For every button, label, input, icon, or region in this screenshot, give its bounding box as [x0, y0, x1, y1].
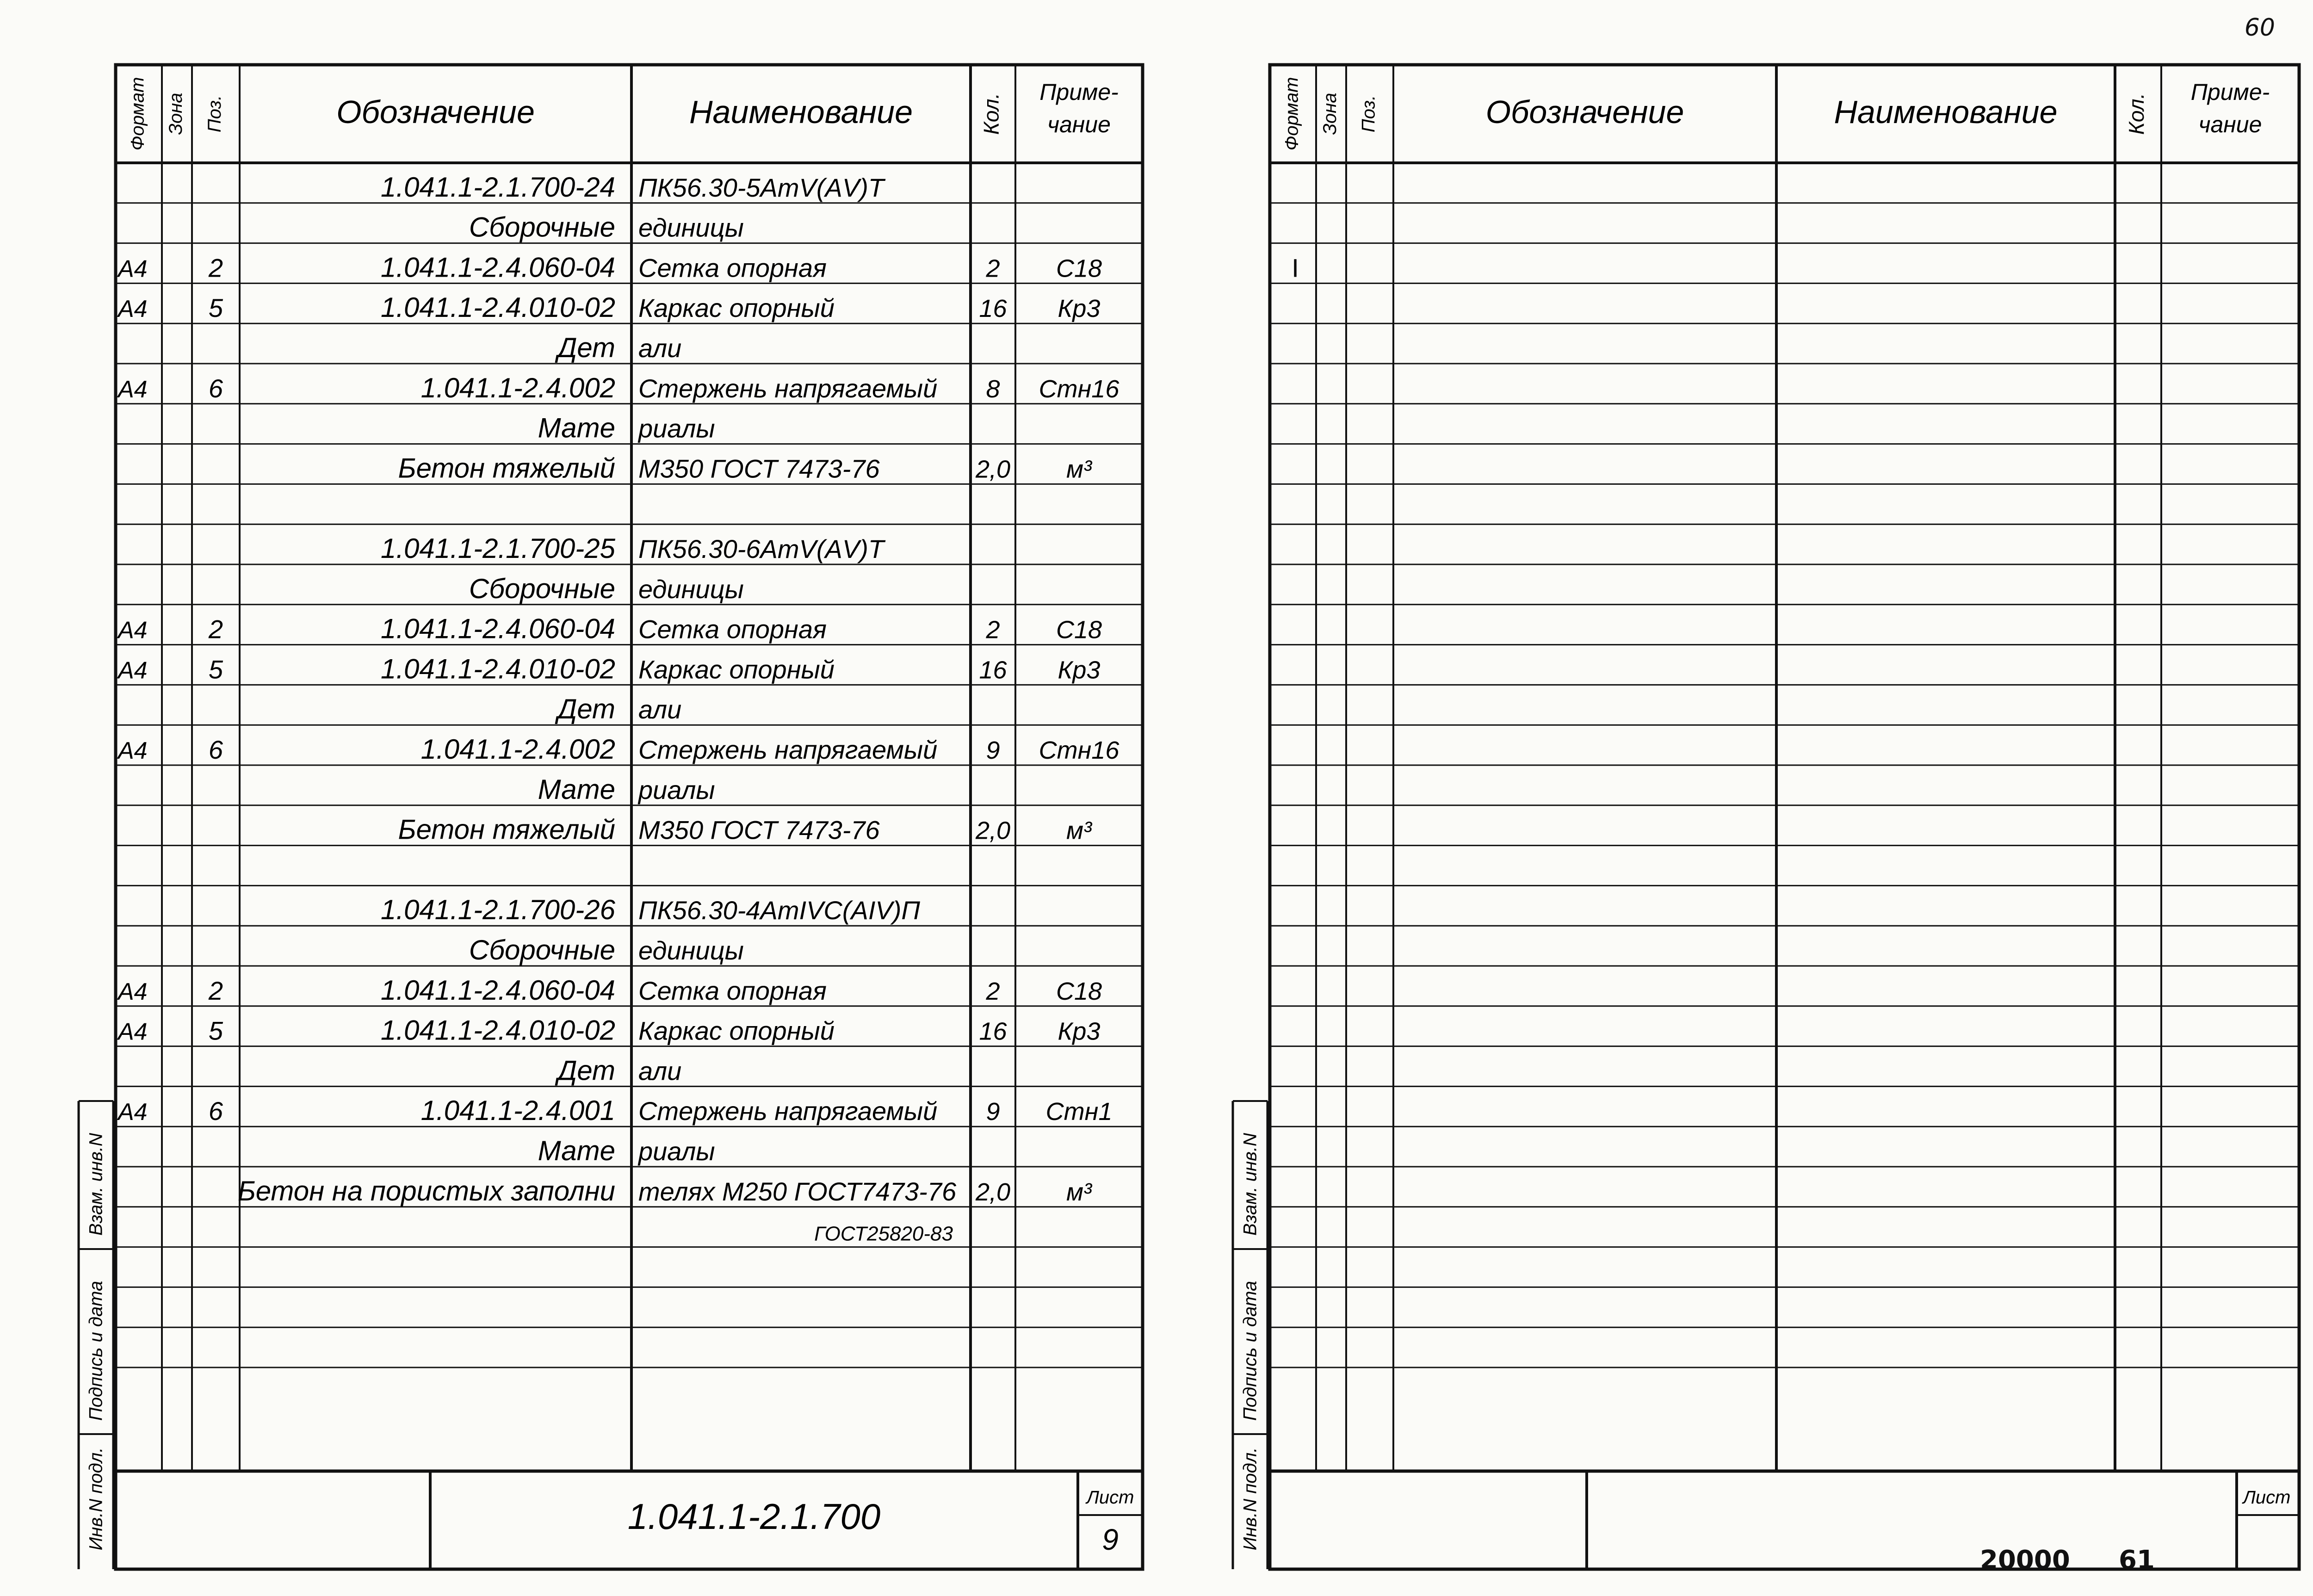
row-mark: I [1292, 253, 1299, 283]
cell-designation: Дет [557, 693, 615, 725]
cell-format: А4 [118, 255, 148, 283]
side-stamp-label: Подпись и дата [86, 1281, 106, 1421]
cell-designation: Сборочные [469, 573, 615, 604]
cell-quantity: 16 [979, 656, 1007, 684]
table-row [117, 975, 1102, 1006]
cell-designation: Сборочные [469, 211, 615, 243]
cell-designation: Мате [538, 1135, 615, 1166]
cell-designation: 1.041.1-2.4.010-02 [380, 292, 615, 323]
page-number: 60 [2244, 14, 2275, 42]
cell-quantity: 9 [986, 736, 1000, 764]
table-row [381, 894, 921, 925]
cell-name: единицы [638, 213, 744, 242]
header-cell: Кол. [979, 93, 1003, 135]
cell-designation: Бетон тяжелый [398, 814, 615, 845]
cell-designation: 1.041.1-2.1.700-24 [380, 171, 615, 203]
header-cell: Поз. [204, 95, 225, 133]
cell-designation: 1.041.1-2.4.060-04 [380, 613, 615, 644]
cell-designation: 1.041.1-2.1.700-25 [380, 533, 615, 564]
header-cell: Зона [1320, 93, 1341, 135]
cell-name: ПК56.30-5АтV(АV)Т [638, 173, 884, 202]
cell-designation: Бетон на пористых заполни [237, 1175, 615, 1206]
cell-name: али [638, 1056, 682, 1086]
cell-designation: 1.041.1-2.4.002 [421, 734, 615, 765]
table-row [117, 292, 1100, 323]
cell-name: Каркас опорный [638, 293, 835, 323]
table-row [381, 172, 886, 203]
cell-position: 2 [208, 253, 223, 283]
table-row [555, 693, 681, 724]
side-stamp-label: Взам. инв.N [1240, 1133, 1261, 1236]
cell-position: 6 [208, 1096, 223, 1126]
cell-name: али [638, 695, 682, 724]
stamp-code: 1.041.1-2.1.700 [627, 1496, 881, 1537]
side-stamp-label: Подпись и дата [1240, 1281, 1261, 1421]
side-stamp-label: Взам. инв.N [86, 1133, 106, 1236]
cell-format: А4 [118, 978, 148, 1005]
cell-position: 5 [208, 655, 223, 684]
cell-position: 2 [208, 614, 223, 644]
cell-note: С18 [1056, 616, 1102, 644]
cell-quantity: 16 [979, 1017, 1007, 1045]
header-cell: Формат [127, 77, 148, 151]
cell-quantity: 2,0 [975, 817, 1011, 845]
table-row [555, 1055, 681, 1086]
cell-position: 5 [208, 293, 223, 323]
cell-quantity: 2,0 [975, 455, 1011, 483]
table-row [117, 613, 1102, 644]
cell-name: телях М250 ГОСТ7473-76 [638, 1176, 957, 1206]
cell-quantity: 9 [986, 1098, 1000, 1126]
table-row [117, 252, 1102, 283]
cell-designation: 1.041.1-2.4.010-02 [380, 1015, 615, 1046]
cell-note: Кр3 [1058, 295, 1101, 323]
cell-format: А4 [118, 1018, 148, 1045]
cell-quantity: 2 [986, 616, 1000, 644]
header-cell: Кол. [2124, 93, 2149, 135]
cell-name: али [638, 334, 682, 363]
header-cell: Формат [1281, 77, 1302, 151]
table-row [538, 774, 715, 805]
table-row [117, 653, 1100, 684]
cell-format: А4 [118, 376, 148, 403]
sheet-number: 9 [1102, 1523, 1119, 1556]
left-page [79, 65, 1143, 1569]
cell-note: м³ [1066, 817, 1092, 845]
table-row [538, 413, 715, 444]
bottom-number-1: 20000 [1980, 1545, 2070, 1575]
cell-designation: Мате [538, 412, 615, 444]
cell-name: Каркас опорный [638, 655, 835, 684]
table-row [469, 573, 744, 604]
cell-position: 6 [208, 373, 223, 403]
cell-note: С18 [1056, 977, 1102, 1005]
cell-name: Сетка опорная [638, 253, 827, 283]
header-cell: Обозначение [336, 94, 535, 130]
header-cell: Поз. [1358, 95, 1379, 133]
cell-designation: Дет [557, 332, 615, 363]
header-cell: Обозначение [1485, 94, 1684, 130]
header-cell: чание [1047, 111, 1111, 137]
table-row [398, 452, 1093, 483]
header-cell: Наименование [1834, 94, 2058, 130]
table-row [469, 934, 744, 965]
header-cell: Зона [166, 93, 186, 135]
cell-quantity: 2 [986, 977, 1000, 1005]
cell-name: риалы [638, 414, 715, 443]
cell-quantity: 2,0 [975, 1178, 1011, 1206]
cell-designation: 1.041.1-2.4.002 [421, 372, 615, 403]
cell-note: С18 [1056, 254, 1102, 283]
sheet-label: Лист [2243, 1487, 2291, 1508]
cell-position: 5 [208, 1016, 223, 1045]
cell-designation: Сборочные [469, 934, 615, 965]
cell-name: Каркас опорный [638, 1016, 835, 1045]
cell-name: М350 ГОСТ 7473-76 [638, 815, 880, 845]
table-row [814, 1223, 953, 1245]
cell-note: Кр3 [1058, 1017, 1101, 1045]
cell-designation: 1.041.1-2.4.010-02 [380, 653, 615, 685]
cell-name: Сетка опорная [638, 614, 827, 644]
cell-name: риалы [638, 1137, 715, 1166]
cell-name: единицы [638, 936, 744, 965]
table-row [238, 1175, 1093, 1206]
cell-quantity: 16 [979, 295, 1007, 323]
cell-note: Стн16 [1039, 375, 1119, 403]
table-row [398, 814, 1093, 845]
cell-format: А4 [118, 617, 148, 644]
cell-designation: 1.041.1-2.1.700-26 [380, 894, 615, 926]
table-row [117, 1095, 1112, 1126]
cell-note: Стн1 [1045, 1098, 1113, 1126]
cell-designation: Мате [538, 773, 615, 805]
cell-position: 6 [208, 735, 223, 764]
header-cell: Приме- [1039, 79, 1119, 105]
table-row [469, 212, 744, 243]
table-row [538, 1135, 715, 1166]
cell-note: м³ [1066, 455, 1092, 483]
cell-quantity: 8 [986, 375, 1000, 403]
cell-format: А4 [118, 737, 148, 764]
cell-name: ПК56.30-6АтV(АV)Т [638, 534, 884, 563]
table-row [555, 332, 681, 363]
cell-name: единицы [638, 574, 744, 604]
cell-name: Стержень напрягаемый [638, 373, 938, 403]
cell-format: А4 [118, 657, 148, 684]
cell-format: А4 [118, 296, 148, 323]
cell-position: 2 [208, 976, 223, 1005]
side-stamp-label: Инв.N подл. [86, 1447, 106, 1551]
cell-note: Стн16 [1039, 736, 1119, 764]
side-stamp-label: Инв.N подл. [1240, 1447, 1261, 1551]
cell-designation: Бетон тяжелый [398, 452, 615, 484]
cell-designation: 1.041.1-2.4.001 [421, 1095, 615, 1126]
cell-format: А4 [118, 1099, 148, 1126]
cell-designation: 1.041.1-2.4.060-04 [380, 974, 615, 1006]
sheet-frame [1270, 65, 2299, 1569]
cell-name: ГОСТ25820-83 [814, 1222, 953, 1245]
cell-name: ПК56.30-4АтIVС(АIV)П [638, 896, 920, 925]
cell-name: Стержень напрягаемый [638, 1096, 938, 1126]
cell-note: м³ [1066, 1178, 1092, 1206]
bottom-number-2: 61 [2119, 1545, 2155, 1575]
cell-note: Кр3 [1058, 656, 1101, 684]
cell-designation: Дет [557, 1055, 615, 1086]
cell-name: Стержень напрягаемый [638, 735, 938, 764]
cell-name: М350 ГОСТ 7473-76 [638, 454, 880, 483]
cell-name: риалы [638, 775, 715, 804]
cell-name: Сетка опорная [638, 976, 827, 1005]
cell-designation: 1.041.1-2.4.060-04 [380, 252, 615, 283]
header-cell: Приме- [2190, 79, 2270, 105]
header-cell: Наименование [689, 94, 913, 130]
cell-quantity: 2 [986, 254, 1000, 283]
sheet-label: Лист [1086, 1487, 1134, 1508]
table-row [381, 533, 886, 564]
header-cell: чание [2198, 111, 2262, 137]
right-page [1233, 65, 2299, 1569]
table-row [117, 1015, 1100, 1046]
